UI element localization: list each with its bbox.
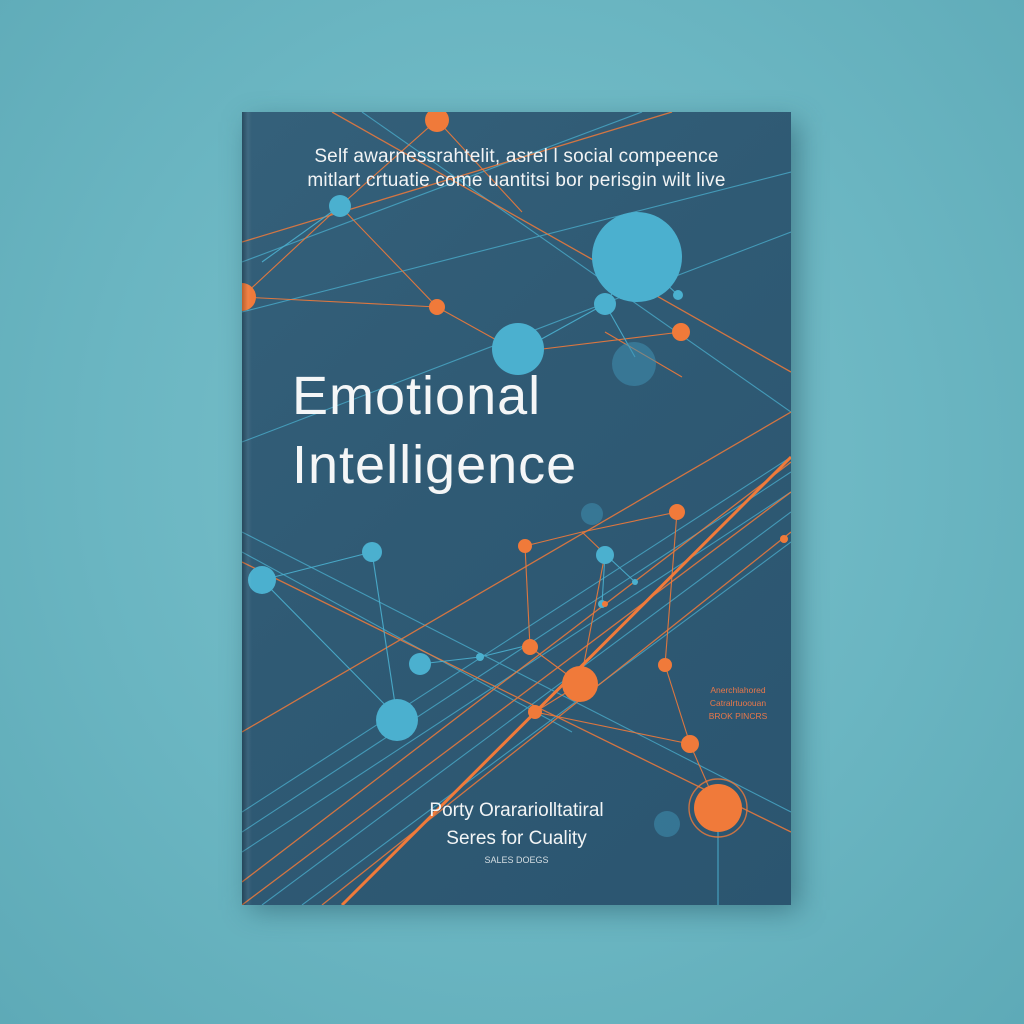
book-cover [242, 112, 791, 905]
tagline-line-1: Self awarnessrahtelit, asrel l social compeence [314, 146, 719, 167]
book-spine [242, 112, 252, 905]
network-graphic [242, 112, 791, 905]
book-title-line-2: Intelligence [292, 435, 578, 495]
book-title-line-1: Emotional [292, 366, 542, 426]
side-note-line-2: Catralrtuoouan [709, 698, 767, 708]
series-line-1: Porty Orarariolltatiral [429, 800, 604, 821]
series-line-2: Seres for Cuality [446, 828, 587, 849]
side-note-line-1: Anerchlahored [710, 685, 766, 695]
side-note-line-3: BROK PINCRS [708, 711, 768, 721]
publisher-label: SALES DOEGS [484, 855, 549, 865]
tagline-line-2: mitlart crtuatie come uantitsi bor perisgin wilt live [307, 170, 726, 191]
